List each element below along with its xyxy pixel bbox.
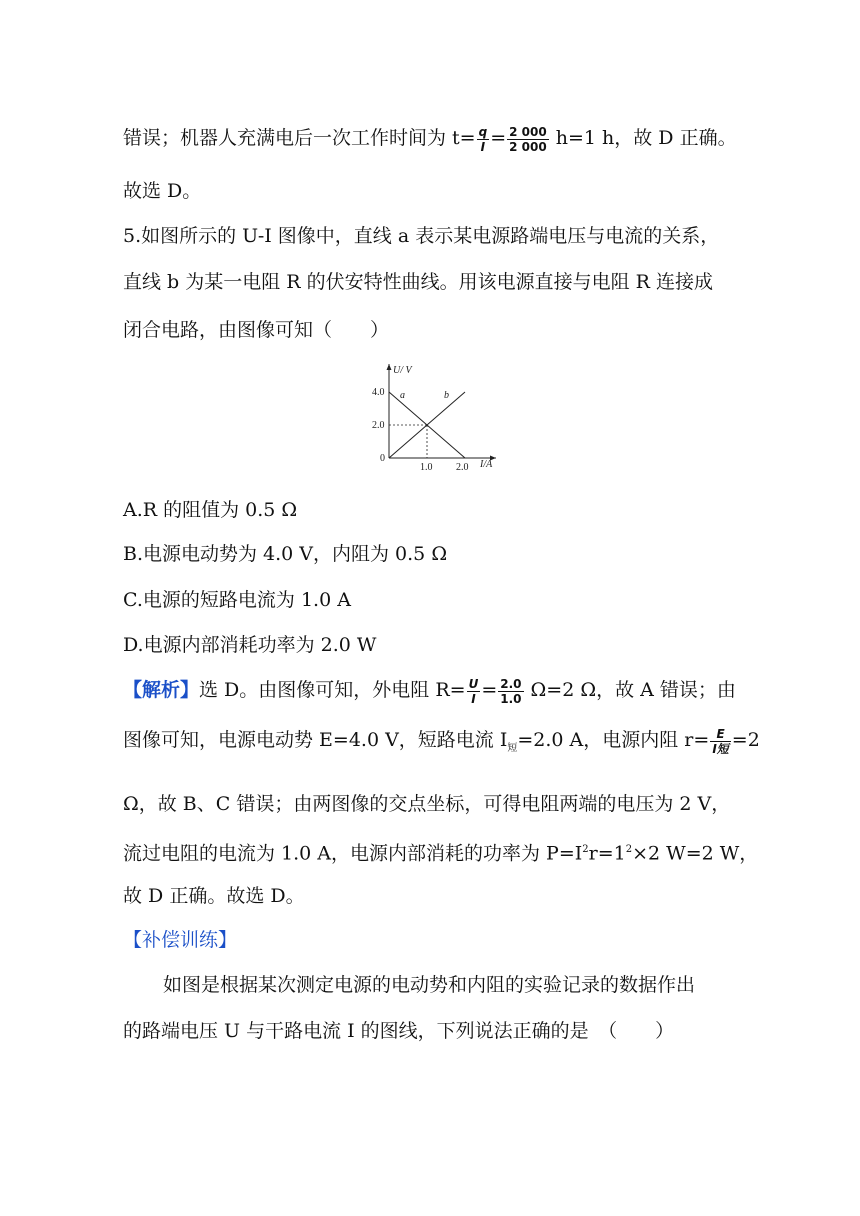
analysis-line: 流过电阻的电流为 1.0 A，电源内部消耗的功率为 $P=I^2r=1^2\times 2$ W=2 W， bbox=[123, 842, 759, 865]
line-a-label: a bbox=[400, 390, 405, 401]
x-tick-label: 2.0 bbox=[456, 462, 469, 472]
supplement-line: 的路端电压 U 与干路电流 I 的图线，下列说法正确的是 （ ） bbox=[123, 1020, 675, 1042]
option-c: C.电源的短路电流为 1.0 A bbox=[123, 589, 351, 611]
analysis-line: Ω，故 B、C 错误；由两图像的交点坐标，可得电阻两端的电压为 2 V， bbox=[123, 793, 731, 815]
analysis-line: 图像可知，电源电动势 E=4.0 V，短路电流 $I_短=2.0$ A，电源内阻 r= $\frac{E}{\text{I短}}$ =2 bbox=[123, 726, 760, 756]
fraction: $\frac{2.0}{1.0}$ bbox=[500, 676, 522, 706]
text-line: 错误；机器人充满电后一次工作时间为 t= $\frac{q}{I}$ = $\frac{2 000}{2 000}$ h=1 h，故 D 正确。 bbox=[123, 124, 737, 154]
y-tick-label: 4.0 bbox=[372, 387, 385, 398]
option-d: D.电源内部消耗功率为 2.0 W bbox=[123, 634, 377, 656]
question-line: 5.如图所示的 U-I 图像中，直线 a 表示某电源路端电压与电流的关系， bbox=[123, 225, 720, 247]
analysis-line: 【解析】选 D。由图像可知，外电阻 R= $\frac{U}{I}$ = $\frac{2.0}{1.0}$ Ω=2 Ω，故 A 错误；由 bbox=[123, 676, 736, 706]
option-a: A.R 的阻值为 0.5 Ω bbox=[123, 499, 298, 521]
analysis-tag: 【解析】 bbox=[123, 679, 200, 701]
y-tick-label: 0 bbox=[380, 453, 385, 464]
option-b: B.电源电动势为 4.0 V，内阻为 0.5 Ω bbox=[123, 543, 448, 565]
line-b-label: b bbox=[444, 390, 449, 401]
supplement-tag: 【补偿训练】 bbox=[123, 929, 238, 951]
text: h=1 h，故 D 正确。 bbox=[549, 127, 737, 149]
x-axis-label: I/A bbox=[480, 459, 493, 470]
fraction: $\frac{q}{I}$ bbox=[478, 124, 488, 154]
y-axis-arrow bbox=[387, 364, 392, 370]
fraction: $\frac{U}{I}$ bbox=[468, 676, 479, 706]
ui-graph bbox=[372, 362, 496, 472]
supplement-line: 如图是根据某次测定电源的电动势和内阻的实验记录的数据作出 bbox=[163, 974, 696, 996]
y-axis-label: U/ V bbox=[393, 365, 412, 376]
text: 错误；机器人充满电后一次工作时间为 t= bbox=[123, 127, 476, 149]
question-line: 直线 b 为某一电阻 R 的伏安特性曲线。用该电源直接与电阻 R 连接成 bbox=[123, 271, 714, 293]
analysis-line: 故 D 正确。故选 D。 bbox=[123, 885, 305, 907]
fraction: $\frac{2 000}{2 000}$ bbox=[509, 124, 547, 154]
y-tick-label: 2.0 bbox=[372, 420, 385, 431]
x-tick-label: 1.0 bbox=[420, 462, 433, 472]
text-line: 故选 D。 bbox=[123, 180, 202, 202]
question-line: 闭合电路，由图像可知（ ） bbox=[123, 319, 390, 341]
fraction: $\frac{E}{\text{I短}}$ bbox=[712, 726, 729, 756]
